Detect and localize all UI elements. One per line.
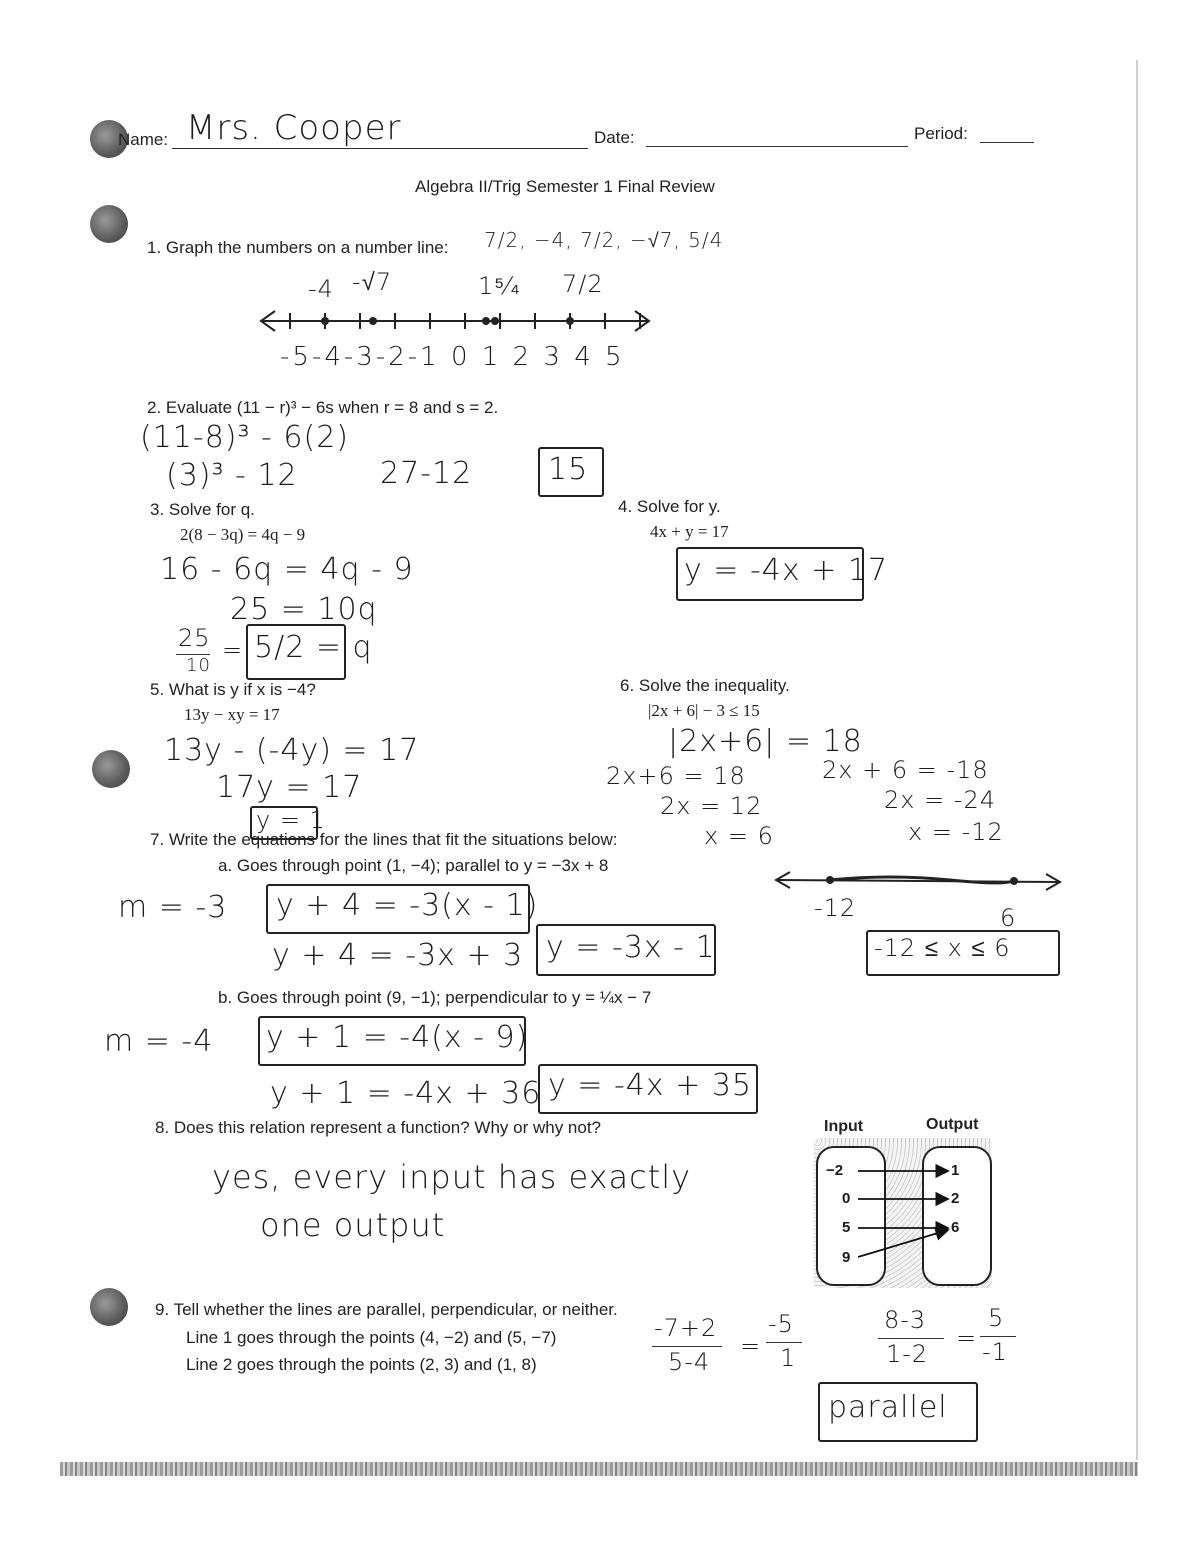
- q1-number-line: [255, 305, 655, 339]
- q4-answer: y = -4x + 17: [684, 553, 889, 588]
- scan-bottom-edge: [60, 1462, 1138, 1476]
- q6-left-step2: 2x = 12: [660, 792, 763, 820]
- q7b-step2: y + 1 = -4x + 36: [270, 1076, 542, 1111]
- q7-prompt: 7. Write the equations for the lines that fit the situations below:: [150, 830, 618, 849]
- mapping-input-value: −2: [826, 1162, 844, 1179]
- punch-hole-middle: [92, 750, 130, 788]
- q3-step1: 16 - 6q = 4q - 9: [160, 552, 414, 587]
- q6-number-line: [770, 866, 1070, 896]
- q3-step2: 25 = 10q: [230, 592, 378, 627]
- q1-prompt: 1. Graph the numbers on a number line:: [147, 238, 449, 257]
- q6-right-step2: 2x = -24: [884, 786, 997, 814]
- q5-prompt: 5. What is y if x is −4?: [150, 680, 316, 699]
- date-label: Date:: [594, 128, 635, 147]
- q4-prompt: 4. Solve for y.: [618, 497, 721, 516]
- q1-tick: -2: [375, 342, 408, 372]
- q7a-step1: y + 4 = -3(x - 1): [276, 888, 539, 923]
- q9-prompt: 9. Tell whether the lines are parallel, perpendicular, or neither.: [155, 1300, 618, 1319]
- q7a-slope: m = -3: [118, 890, 228, 925]
- q9-slope2-result-num: 5: [988, 1304, 1005, 1332]
- mapping-input-label: Input: [824, 1118, 864, 1135]
- q1-tick: 2: [512, 342, 533, 372]
- q2-step3: 27-12: [380, 456, 473, 491]
- mapping-output-value: 1: [951, 1162, 960, 1179]
- q3-prompt: 3. Solve for q.: [150, 500, 255, 519]
- q1-tick: 5: [605, 342, 625, 372]
- page-title: Algebra II/Trig Semester 1 Final Review: [415, 177, 715, 196]
- q7a-step2: y + 4 = -3x + 3: [272, 938, 524, 973]
- q9-equals-1: =: [740, 1332, 762, 1360]
- mapping-input-value: 0: [842, 1190, 851, 1207]
- q6-right-step1: 2x + 6 = -18: [822, 756, 989, 784]
- date-line: [646, 146, 908, 147]
- q9-equals-2: =: [956, 1324, 978, 1352]
- q3-equation: 2(8 − 3q) = 4q − 9: [180, 525, 306, 544]
- q1-tick: 3: [543, 342, 563, 372]
- q1-tick-labels: [280, 342, 625, 372]
- q5-equation: 13y − xy = 17: [184, 705, 280, 724]
- q9-slope1-result-num: -5: [768, 1310, 794, 1338]
- q1-tick: -4: [311, 342, 344, 372]
- q8-answer-line1: yes, every input has exactly: [212, 1158, 692, 1196]
- q6-equation: |2x + 6| − 3 ≤ 15: [648, 701, 760, 720]
- page-edge-shadow: [1136, 60, 1138, 1460]
- q5-step1: 13y - (-4y) = 17: [164, 733, 420, 768]
- q7b-slope: m = -4: [104, 1024, 214, 1059]
- q1-tick: 0: [450, 342, 471, 372]
- period-line: [980, 142, 1034, 143]
- q6-step1: |2x+6| = 18: [668, 724, 863, 759]
- q4-equation: 4x + y = 17: [650, 522, 729, 541]
- q1-tick: 4: [574, 342, 594, 372]
- q5-step2: 17y = 17: [216, 770, 363, 805]
- q1-tick: -3: [343, 342, 376, 372]
- q3-step3-den: 10: [186, 655, 211, 676]
- q7b-prompt: b. Goes through point (9, −1); perpendicular to y = ¼x − 7: [218, 988, 652, 1007]
- q9-slope1-result-den: 1: [780, 1344, 797, 1372]
- q9-slope1-den: 5-4: [668, 1348, 711, 1376]
- q1-tick: -1: [407, 342, 440, 372]
- q1-label-negroot7: -√7: [352, 268, 393, 296]
- q9-line1: Line 1 goes through the points (4, −2) and (5, −7): [186, 1328, 557, 1347]
- q9-slope2-den: 1-2: [886, 1340, 929, 1368]
- q5-answer: y = 1: [256, 806, 326, 834]
- q8-prompt: 8. Does this relation represent a function? Why or why not?: [155, 1118, 602, 1137]
- q3-equals: =: [222, 636, 244, 664]
- name-label: Name:: [118, 130, 169, 149]
- punch-hole-top-2: [90, 205, 128, 243]
- q3-step3-num: 25: [178, 624, 211, 652]
- q6-right-step3: x = -12: [908, 818, 1004, 846]
- mapping-input-value: 9: [842, 1249, 851, 1266]
- q9-slope2-result-den: -1: [982, 1338, 1008, 1366]
- q2-prompt: 2. Evaluate (11 − r)³ − 6s when r = 8 and s = 2.: [147, 398, 499, 417]
- q2-answer: 15: [548, 452, 589, 487]
- q9-slope1-num: -7+2: [654, 1314, 718, 1342]
- name-line: [172, 148, 588, 149]
- q7a-answer: y = -3x - 1: [546, 930, 716, 965]
- q3-answer: 5/2 = q: [254, 630, 373, 665]
- mapping-arrows: [850, 1160, 960, 1270]
- q6-left-step1: 2x+6 = 18: [606, 762, 746, 790]
- q6-nl-right-label: 6: [1000, 904, 1017, 932]
- q6-left-step3: x = 6: [704, 822, 774, 850]
- q9-slope2-bar: [878, 1338, 944, 1339]
- q9-slope1-bar: [652, 1346, 722, 1347]
- q1-tick: 1: [481, 342, 502, 372]
- q9-slope1-result-bar: [766, 1342, 802, 1343]
- name-value: Mrs. Cooper: [186, 108, 402, 148]
- q2-step1: (11-8)³ - 6(2): [140, 420, 349, 455]
- mapping-output-value: 2: [951, 1190, 960, 1207]
- q6-answer: -12 ≤ x ≤ 6: [874, 934, 1011, 962]
- q1-label-neg4: -4: [308, 275, 334, 303]
- q6-prompt: 6. Solve the inequality.: [620, 676, 790, 695]
- q7b-answer: y = -4x + 35: [548, 1068, 753, 1103]
- q6-nl-left-label: -12: [814, 894, 857, 922]
- period-label: Period:: [914, 124, 968, 143]
- mapping-input-value: 5: [842, 1219, 851, 1236]
- mapping-output-label: Output: [926, 1116, 979, 1133]
- q7a-prompt: a. Goes through point (1, −4); parallel to y = −3x + 8: [218, 856, 609, 875]
- q1-label-seven-halves: 7/2: [562, 270, 604, 298]
- q1-number-list: 7/2, −4, 7/2, −√7, 5/4: [484, 228, 724, 252]
- punch-hole-bottom: [90, 1288, 128, 1326]
- q9-line2: Line 2 goes through the points (2, 3) and (1, 8): [186, 1355, 537, 1374]
- q9-slope2-result-bar: [980, 1336, 1016, 1337]
- q7b-step1: y + 1 = -4(x - 9): [266, 1020, 529, 1055]
- q1-tick: -5: [280, 342, 312, 372]
- q9-slope2-num: 8-3: [884, 1306, 927, 1334]
- q1-label-five-fourths: 1⁵⁄₄: [478, 272, 521, 300]
- q2-step2: (3)³ - 12: [166, 458, 298, 493]
- mapping-output-value: 6: [951, 1219, 960, 1236]
- q9-answer: parallel: [828, 1390, 948, 1425]
- q8-answer-line2: one output: [260, 1206, 446, 1244]
